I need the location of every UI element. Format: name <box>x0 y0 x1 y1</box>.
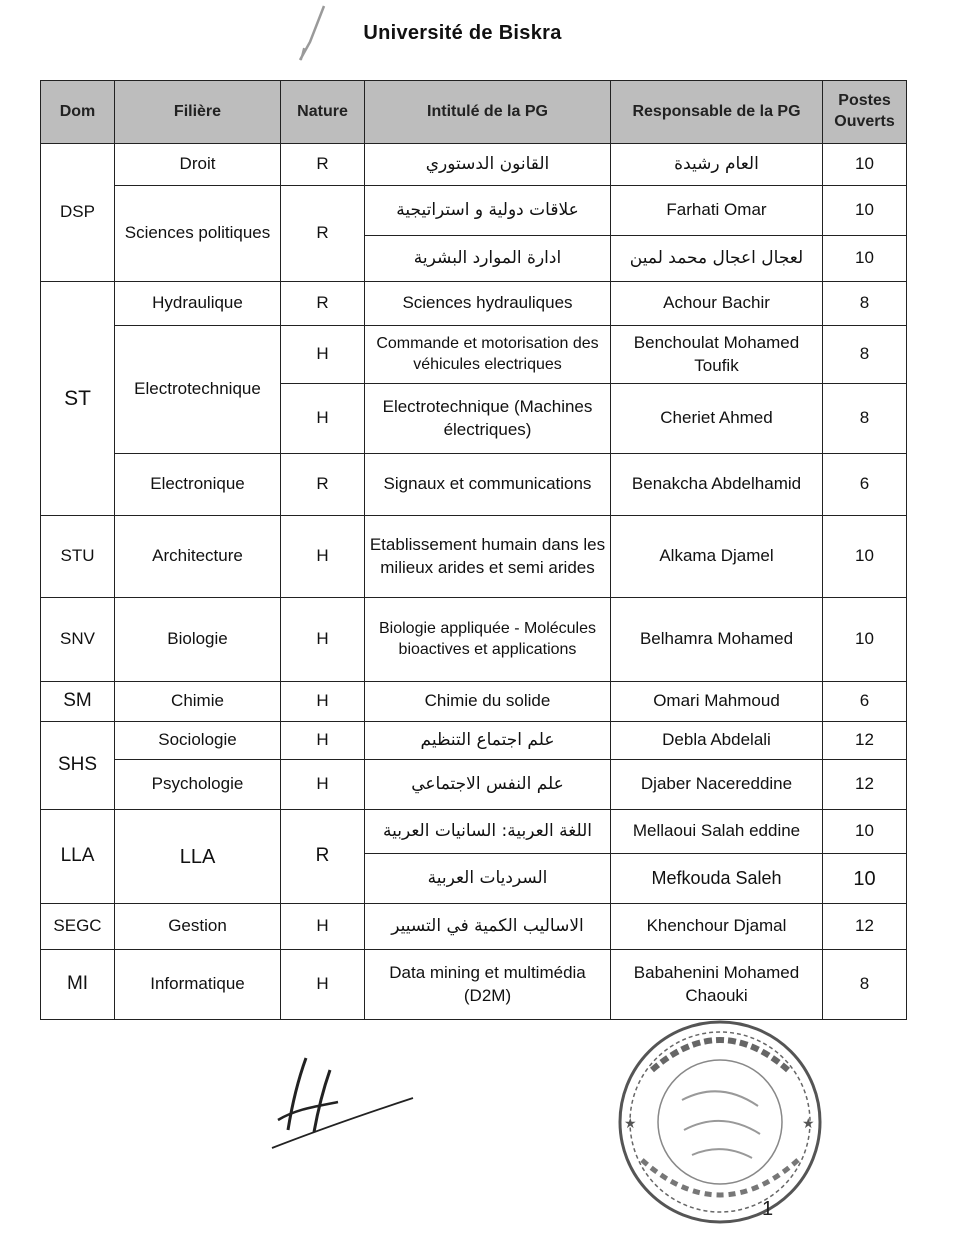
filiere-cell: Electrotechnique <box>115 326 281 454</box>
filiere-cell: Gestion <box>115 904 281 950</box>
responsable-cell: Debla Abdelali <box>611 722 823 760</box>
column-header-intitule: Intitulé de la PG <box>365 81 611 144</box>
nature-cell: R <box>281 186 365 282</box>
official-stamp-seal <box>612 1010 827 1235</box>
table-row <box>41 722 907 760</box>
table-header-row <box>41 81 907 144</box>
dom-cell: SM <box>41 682 115 722</box>
responsable-cell: Alkama Djamel <box>611 516 823 598</box>
filiere-cell: Droit <box>115 144 281 186</box>
dom-cell: LLA <box>41 810 115 904</box>
table-row <box>41 516 907 598</box>
dom-cell: SEGC <box>41 904 115 950</box>
table-row <box>41 144 907 186</box>
svg-text:★: ★ <box>624 1116 637 1132</box>
intitule-cell: Electrotechnique (Machines électriques) <box>365 384 611 454</box>
filiere-cell: Architecture <box>115 516 281 598</box>
postes-cell: 8 <box>823 950 907 1020</box>
nature-cell: H <box>281 326 365 384</box>
nature-cell: H <box>281 682 365 722</box>
intitule-cell: السرديات العربية <box>365 854 611 904</box>
nature-cell: H <box>281 722 365 760</box>
filiere-cell: Informatique <box>115 950 281 1020</box>
intitule-cell: Commande et motorisation des véhicules electriques <box>365 326 611 384</box>
column-header-filiere: Filière <box>115 81 281 144</box>
intitule-cell: ادارة الموارد البشرية <box>365 236 611 282</box>
responsable-cell: Khenchour Djamal <box>611 904 823 950</box>
filiere-cell: Electronique <box>115 454 281 516</box>
filiere-cell: Sociologie <box>115 722 281 760</box>
table-row <box>41 186 907 236</box>
nature-cell: R <box>281 454 365 516</box>
filiere-cell: Chimie <box>115 682 281 722</box>
postes-cell: 12 <box>823 760 907 810</box>
responsable-cell: Mefkouda Saleh <box>611 854 823 904</box>
responsable-cell: Djaber Nacereddine <box>611 760 823 810</box>
table-row <box>41 454 907 516</box>
page-number: 1 <box>762 1198 774 1220</box>
postes-cell: 10 <box>823 144 907 186</box>
nature-cell: R <box>281 282 365 326</box>
responsable-cell: Achour Bachir <box>611 282 823 326</box>
intitule-cell: Signaux et communications <box>365 454 611 516</box>
postes-cell: 8 <box>823 326 907 384</box>
intitule-cell: Sciences hydrauliques <box>365 282 611 326</box>
intitule-cell: الاساليب الكمية في التسيير <box>365 904 611 950</box>
table-row <box>41 682 907 722</box>
responsable-cell: Babahenini Mohamed Chaouki <box>611 950 823 1020</box>
table-row <box>41 326 907 384</box>
table-row <box>41 810 907 854</box>
svg-text:★: ★ <box>802 1116 815 1132</box>
page-title: Université de Biskra <box>363 22 562 44</box>
table-row <box>41 282 907 326</box>
intitule-cell: اللغة العربية: السانيات العربية <box>365 810 611 854</box>
nature-cell: H <box>281 384 365 454</box>
dom-cell: STU <box>41 516 115 598</box>
nature-cell: R <box>281 810 365 904</box>
nature-cell: H <box>281 598 365 682</box>
dom-cell: DSP <box>41 144 115 282</box>
postes-cell: 12 <box>823 722 907 760</box>
intitule-cell: Etablissement humain dans les milieux arides et semi arides <box>365 516 611 598</box>
column-header-responsable: Responsable de la PG <box>611 81 823 144</box>
responsable-cell: Mellaoui Salah eddine <box>611 810 823 854</box>
responsable-cell: Benchoulat Mohamed Toufik <box>611 326 823 384</box>
dom-cell: ST <box>41 282 115 516</box>
filiere-cell: Biologie <box>115 598 281 682</box>
dom-cell: SHS <box>41 722 115 810</box>
filiere-cell: Psychologie <box>115 760 281 810</box>
postes-cell: 6 <box>823 454 907 516</box>
postes-cell: 10 <box>823 236 907 282</box>
nature-cell: H <box>281 950 365 1020</box>
intitule-cell: Biologie appliquée - Molécules bioactives et applications <box>365 598 611 682</box>
postes-cell: 10 <box>823 516 907 598</box>
nature-cell: H <box>281 904 365 950</box>
postes-cell: 10 <box>823 810 907 854</box>
column-header-nature: Nature <box>281 81 365 144</box>
intitule-cell: القانون الدستوري <box>365 144 611 186</box>
nature-cell: R <box>281 144 365 186</box>
intitule-cell: علاقات دولية و استراتيجية <box>365 186 611 236</box>
positions-table <box>40 80 907 1020</box>
responsable-cell: Omari Mahmoud <box>611 682 823 722</box>
dom-cell: MI <box>41 950 115 1020</box>
table-row <box>41 598 907 682</box>
postes-cell: 8 <box>823 384 907 454</box>
dom-cell: SNV <box>41 598 115 682</box>
filiere-cell: LLA <box>115 810 281 904</box>
intitule-cell: علم اجتماع التنظيم <box>365 722 611 760</box>
intitule-cell: علم النفس الاجتماعي <box>365 760 611 810</box>
filiere-cell: Sciences politiques <box>115 186 281 282</box>
table-row <box>41 760 907 810</box>
responsable-cell: لعجال اعجال محمد لمين <box>611 236 823 282</box>
column-header-postes: Postes Ouverts <box>823 81 907 144</box>
nature-cell: H <box>281 516 365 598</box>
postes-cell: 10 <box>823 854 907 904</box>
intitule-cell: Chimie du solide <box>365 682 611 722</box>
intitule-cell: Data mining et multimédia (D2M) <box>365 950 611 1020</box>
responsable-cell: العام رشيدة <box>611 144 823 186</box>
responsable-cell: Cheriet Ahmed <box>611 384 823 454</box>
table-row <box>41 950 907 1020</box>
column-header-dom: Dom <box>41 81 115 144</box>
nature-cell: H <box>281 760 365 810</box>
responsable-cell: Benakcha Abdelhamid <box>611 454 823 516</box>
responsable-cell: Belhamra Mohamed <box>611 598 823 682</box>
table-row <box>41 904 907 950</box>
signature-image <box>268 1050 418 1150</box>
postes-cell: 10 <box>823 186 907 236</box>
filiere-cell: Hydraulique <box>115 282 281 326</box>
postes-cell: 10 <box>823 598 907 682</box>
postes-cell: 8 <box>823 282 907 326</box>
postes-cell: 12 <box>823 904 907 950</box>
responsable-cell: Farhati Omar <box>611 186 823 236</box>
postes-cell: 6 <box>823 682 907 722</box>
